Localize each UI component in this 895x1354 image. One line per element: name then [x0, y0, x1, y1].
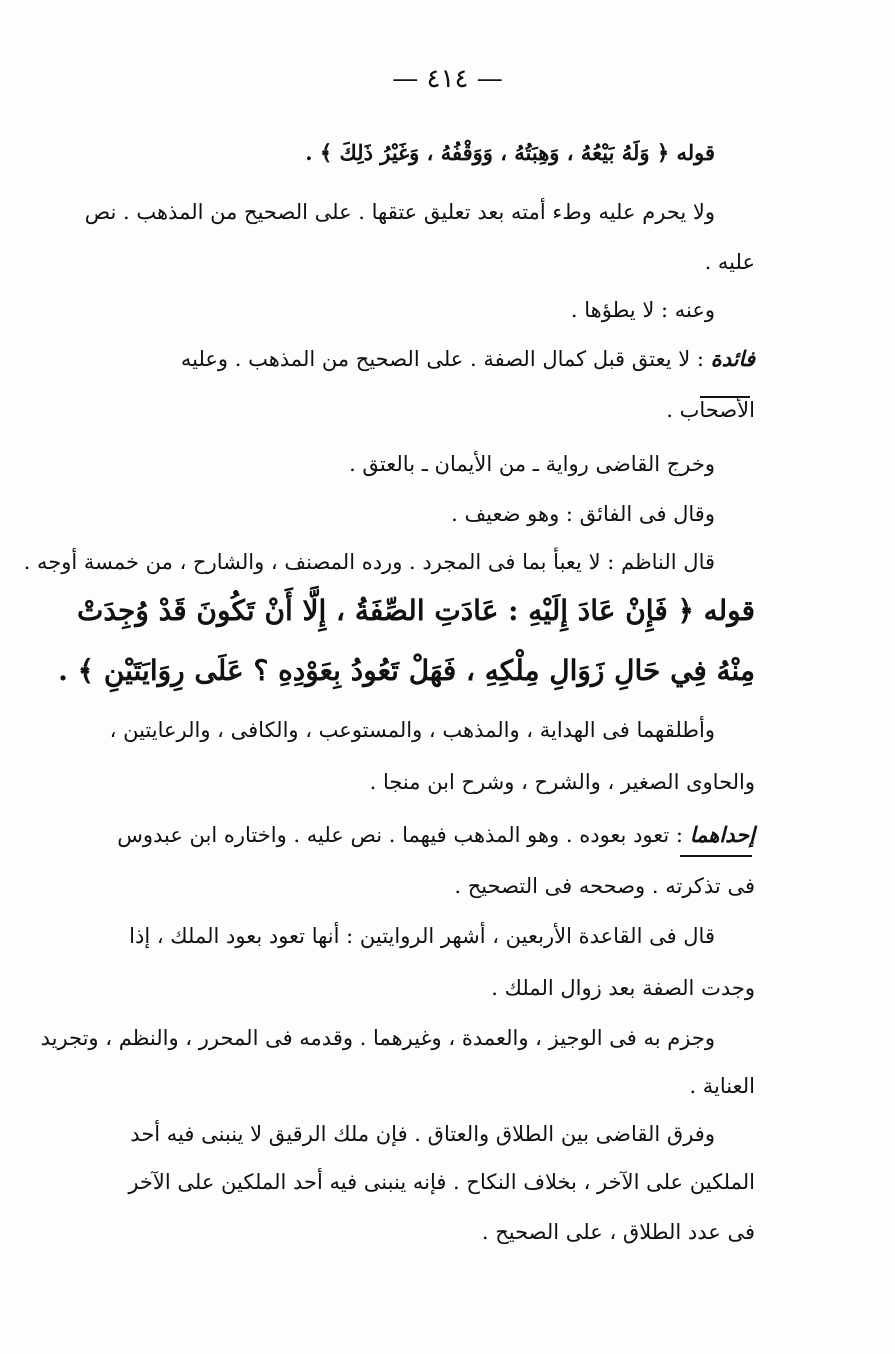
paragraph-line: وفرق القاضى بين الطلاق والعتاق . فإن ملك الرقيق لا ينبنى فيه أحد: [130, 1122, 715, 1146]
paragraph-line: وعنه : لا يطؤها .: [570, 298, 715, 322]
quote-heading-1: قوله ﴿ وَلَهُ بَيْعُهُ ، وَهِبَتُهُ ، وَوَقْفُهُ ، وَغَيْرُ ذَلِكَ ﴾ .: [305, 140, 715, 165]
page-number: — ٤١٤ —: [392, 64, 503, 94]
paragraph-line: ولا يحرم عليه وطء أمته بعد تعليق عتقها . على الصحيح من المذهب . نص: [84, 200, 715, 224]
paragraph-line: قال الناظم : لا يعبأ بما فى المجرد . ورده المصنف ، والشارح ، من خمسة أوجه .: [23, 550, 715, 574]
underline-mark: [680, 855, 752, 857]
underline-mark: [700, 396, 750, 398]
paragraph-line: عليه .: [704, 250, 755, 274]
paragraph-text: : لا يعتق قبل كمال الصفة . على الصحيح من المذهب . وعليه: [180, 347, 704, 371]
paragraph-line: الملكين على الآخر ، بخلاف النكاح . فإنه ينبنى فيه أحد الملكين على الآخر: [128, 1170, 755, 1194]
paragraph-text: : تعود بعوده . وهو المذهب فيهما . نص عليه . واختاره ابن عبدوس: [117, 823, 684, 847]
paragraph-line: وقال فى الفائق : وهو ضعيف .: [451, 502, 715, 526]
paragraph-line: وخرج القاضى رواية ـ من الأيمان ـ بالعتق .: [349, 452, 715, 476]
first-narration-label: إحداهما: [689, 822, 755, 847]
paragraph-line: العناية .: [689, 1074, 755, 1098]
paragraph-line: فى عدد الطلاق ، على الصحيح .: [481, 1220, 755, 1244]
paragraph-line: [105, 346, 755, 371]
paragraph-line: وأطلقهما فى الهداية ، والمذهب ، والمستوعب ، والكافى ، والرعايتين ،: [109, 718, 715, 742]
paragraph-line: وجدت الصفة بعد زوال الملك .: [491, 976, 755, 1000]
paragraph-line: والحاوى الصغير ، والشرح ، وشرح ابن منجا .: [369, 770, 755, 794]
paragraph-line: قال فى القاعدة الأربعين ، أشهر الروايتين : أنها تعود بعود الملك ، إذا: [129, 924, 715, 948]
quote-heading-2: قوله ﴿ فَإِنْ عَادَ إِلَيْهِ : عَادَتِ الصِّفَةُ ، إِلَّا أَنْ تَكُونَ قَدْ وُجِدَتْ: [76, 594, 755, 627]
paragraph-line: [105, 822, 755, 847]
paragraph-line: فى تذكرته . وصححه فى التصحيح .: [454, 874, 755, 898]
note-label: فائدة: [710, 346, 755, 371]
paragraph-line: الأصحاب .: [666, 398, 755, 422]
quote-heading-2-cont: مِنْهُ فِي حَالِ زَوَالِ مِلْكِهِ ، فَهَلْ تَعُودُ بِعَوْدِهِ ؟ عَلَى رِوَايَتَيْنِ ﴾ .: [58, 654, 755, 687]
paragraph-line: وجزم به فى الوجيز ، والعمدة ، وغيرهما . وقدمه فى المحرر ، والنظم ، وتجريد: [40, 1026, 715, 1050]
